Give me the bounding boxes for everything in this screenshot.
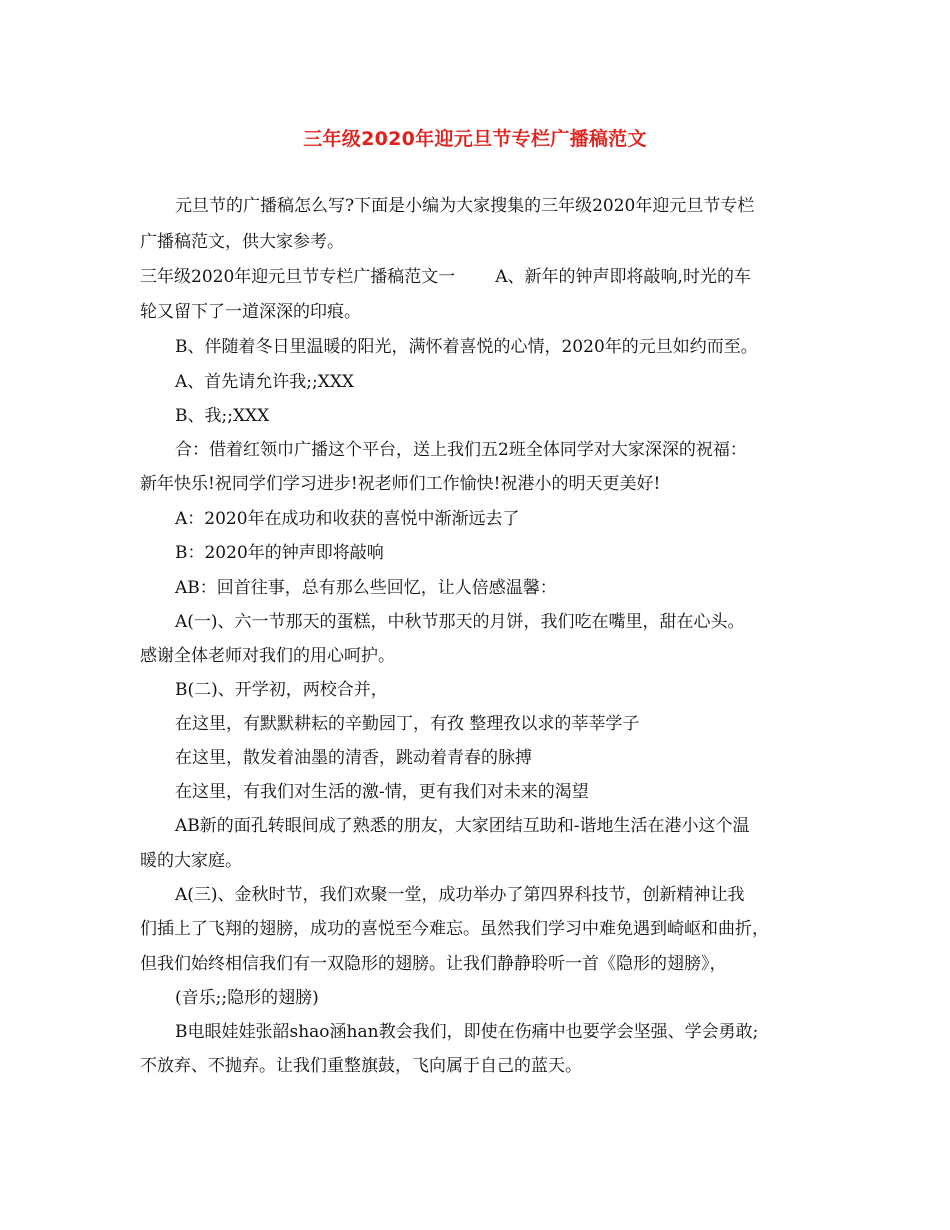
document-title: 三年级2020年迎元旦节专栏广播稿范文 xyxy=(303,128,647,150)
paragraph-line: B(二)、开学初，两校合并， xyxy=(175,680,388,700)
paragraph-line: 元旦节的广播稿怎么写?下面是小编为大家搜集的三年级2020年迎元旦节专栏 xyxy=(175,196,755,216)
paragraph-line: 合：借着红领巾广播这个平台，送上我们五2班全体同学对大家深深的祝福： xyxy=(175,440,747,460)
paragraph-line: 不放弃、不抛弃。让我们重整旗鼓，飞向属于自己的蓝天。 xyxy=(140,1056,582,1076)
paragraph-line: 在这里，有我们对生活的激-情，更有我们对未来的渴望 xyxy=(175,782,589,802)
paragraph-line: 但我们始终相信我们有一双隐形的翅膀。让我们静静聆听一首《隐形的翅膀》， xyxy=(140,954,727,974)
paragraph-line: 轮又留下了一道深深的印痕。 xyxy=(140,302,361,322)
paragraph-line: 新年快乐!祝同学们学习进步!祝老师们工作愉快!祝港小的明天更美好! xyxy=(140,474,661,494)
paragraph-line: A(三)、金秋时节，我们欢聚一堂，成功举办了第四界科技节，创新精神让我 xyxy=(175,885,745,905)
paragraph-line: A(一)、六一节那天的蛋糕，中秋节那天的月饼，我们吃在嘴里，甜在心头。 xyxy=(175,612,745,632)
paragraph-line: B、我;;XXX xyxy=(175,406,270,426)
paragraph-line: AB：回首往事，总有那么些回忆，让人倍感温馨： xyxy=(175,578,557,598)
paragraph-line: B：2020年的钟声即将敲响 xyxy=(175,543,384,563)
paragraph-line: A：2020年在成功和收获的喜悦中渐渐远去了 xyxy=(175,509,520,529)
paragraph-line: 们插上了飞翔的翅膀，成功的喜悦至今难忘。虽然我们学习中难免遇到崎岖和曲折， xyxy=(140,919,769,939)
paragraph-line: B、伴随着冬日里温暖的阳光，满怀着喜悦的心情，2020年的元旦如约而至。 xyxy=(175,337,758,357)
paragraph-line: A、首先请允许我;;XXX xyxy=(175,372,355,392)
paragraph-text: A、新年的钟声即将敲响,时光的车 xyxy=(495,267,751,287)
paragraph-line: 感谢全体老师对我们的用心呵护。 xyxy=(140,646,395,666)
section-heading: 三年级2020年迎元旦节专栏广播稿范文一 xyxy=(140,267,456,287)
paragraph-line: 广播稿范文，供大家参考。 xyxy=(140,232,344,252)
paragraph-line: B电眼娃娃张韶shao涵han教会我们，即使在伤痛中也要学会坚强、学会勇敢; xyxy=(175,1022,759,1042)
paragraph-line: (音乐;;隐形的翅膀) xyxy=(175,988,319,1008)
paragraph-line: 在这里，散发着油墨的清香，跳动着青春的脉搏 xyxy=(175,748,532,768)
paragraph-line: AB新的面孔转眼间成了熟悉的朋友，大家团结互助和-谐地生活在港小这个温 xyxy=(175,816,750,836)
paragraph-line: 在这里，有默默耕耘的辛勤园丁，有孜 整理孜以求的莘莘学子 xyxy=(175,714,640,734)
paragraph-line: 暖的大家庭。 xyxy=(140,851,242,871)
paragraph-line xyxy=(140,265,751,289)
